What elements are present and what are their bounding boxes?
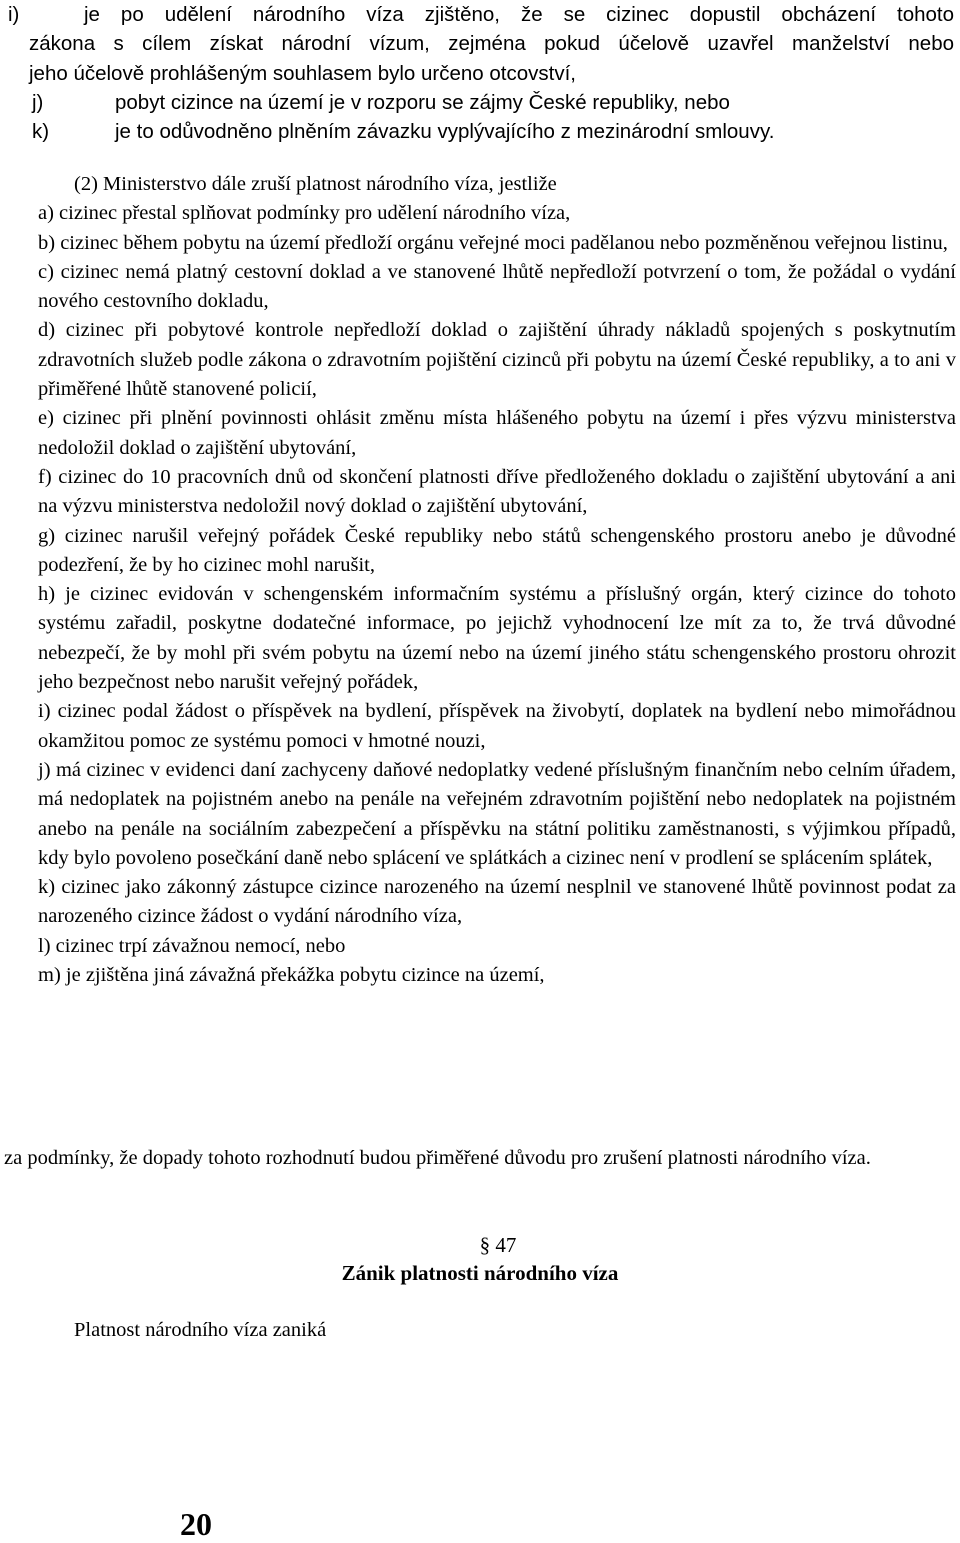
list-item-k bbox=[32, 117, 954, 146]
list-item-i-cont-1 bbox=[29, 29, 954, 58]
section-number bbox=[0, 1233, 960, 1258]
list-item-line: jeho účelově prohlášeným souhlasem bylo určeno otcovství, bbox=[29, 61, 576, 85]
top-list bbox=[8, 0, 954, 146]
list-item-e: e) cizinec při plnění povinnosti ohlásit změnu místa hlášeného pobytu na území i přes výzvu ministerstva nedoložil doklad o zajištění ubytování, bbox=[38, 407, 956, 459]
list-item-j2: j) má cizinec v evidenci daní zachyceny daňové nedoplatky vedené příslušným finančním nebo celním úřadem, má nedoplatek na pojistném anebo na penále na veřejném zdravotním pojištění nebo nedoplatek na pojistném anebo na penále na sociálním zabezpečení a příspěvku na státní politiku zaměstnanosti, s výjimkou případů, kdy bylo povoleno posečkání daně nebo splácení ve splátkách a cizinec není v prodlení se splácením splátek, bbox=[38, 758, 956, 869]
list-item-b: b) cizinec během pobytu na území předloží orgánu veřejné moci padělanou nebo pozměněnou veřejnou listinu, bbox=[38, 231, 948, 254]
list-item-label: i) bbox=[8, 3, 20, 26]
page-number: 20 bbox=[180, 1506, 212, 1542]
list-item-k2: k) cizinec jako zákonný zástupce cizince narozeného na území nesplnil ve stanovené lhůtě povinnost podat za narozeného cizince žádost o vydání národního víza, bbox=[38, 876, 956, 928]
list-item-g: g) cizinec narušil veřejný pořádek České republiky nebo států schengenského prostoru anebo je důvodné podezření, že by ho cizinec mohl narušit, bbox=[38, 524, 956, 576]
list-item-c: c) cizinec nemá platný cestovní doklad a ve stanovené lhůtě nepředloží potvrzení o tom, že požádal o vydání nového cestovního dokladu, bbox=[38, 260, 956, 313]
list-item-i2: i) cizinec podal žádost o příspěvek na bydlení, příspěvek na živobytí, doplatek na bydlení nebo mimořádnou okamžitou pomoc ze systému pomoci v hmotné nouzi, bbox=[38, 700, 956, 752]
section-sign-text: § 47 bbox=[479, 1233, 517, 1257]
list-item-label: k) bbox=[32, 120, 50, 144]
list-item-i bbox=[8, 0, 954, 29]
list-item-line bbox=[84, 0, 954, 29]
list-item-j bbox=[32, 88, 954, 117]
list-item-a: a) cizinec přestal splňovat podmínky pro udělení národního víza, bbox=[38, 202, 571, 225]
section-intro: Platnost národního víza zaniká bbox=[74, 1319, 327, 1341]
list-item-f: f) cizinec do 10 pracovních dnů od skončení platnosti dříve předloženého dokladu o zajištění ubytování a ani na výzvu ministerstva nedoložil nový doklad o zajištění ubytování, bbox=[38, 465, 956, 518]
list-item-line bbox=[29, 29, 954, 58]
list-item-i-cont-2 bbox=[29, 59, 954, 88]
list-item-d: d) cizinec při pobytové kontrole nepředloží doklad o zajištění úhrady nákladů spojených s poskytnutím zdravotních služeb podle zákona o zdravotním pojištění cizinců při pobytu na území České republiky, a to ani v přiměřené lhůtě stanovené policií, bbox=[38, 319, 956, 401]
list-item-l: l) cizinec trpí závažnou nemocí, nebo bbox=[38, 934, 346, 957]
list-item-line: je to odůvodněno plněním závazku vyplývajícího z mezinárodní smlouvy. bbox=[115, 120, 775, 144]
list-line-text: zákona s cílem získat národní vízum, zejména pokud účelově uzavřel manželství nebo bbox=[29, 32, 954, 56]
closing-paragraph: za podmínky, že dopady tohoto rozhodnutí budou přiměřené důvodu pro zrušení platnosti národního víza. bbox=[4, 1147, 871, 1169]
list-item-label: j) bbox=[32, 90, 44, 114]
paragraph-heading: (2) Ministerstvo dále zruší platnost národního víza, jestliže bbox=[74, 173, 557, 195]
list-line-text: je po udělení národního víza zjištěno, že se cizinec dopustil obcházení tohoto bbox=[84, 3, 954, 26]
list-item-h: h) je cizinec evidován v schengenském informačním systému a příslušný orgán, který cizince do tohoto systému zařadil, poskytne dodatečné informace, po jejichž vyhodnocení lze mít za to, že trvá důvodné nebezpečí, že by mohl při svém pobytu na území nebo na území jiného státu schengenského prostoru ohrozit jeho bezpečnost nebo narušit veřejný pořádek, bbox=[38, 583, 956, 694]
paragraph-2 bbox=[38, 170, 956, 990]
list-item-m: m) je zjištěna jiná závažná překážka pobytu cizince na území, bbox=[38, 964, 545, 987]
section-title: Zánik platnosti národního víza bbox=[341, 1261, 619, 1285]
list-item-line: pobyt cizince na území je v rozporu se zájmy České republiky, nebo bbox=[115, 90, 730, 114]
